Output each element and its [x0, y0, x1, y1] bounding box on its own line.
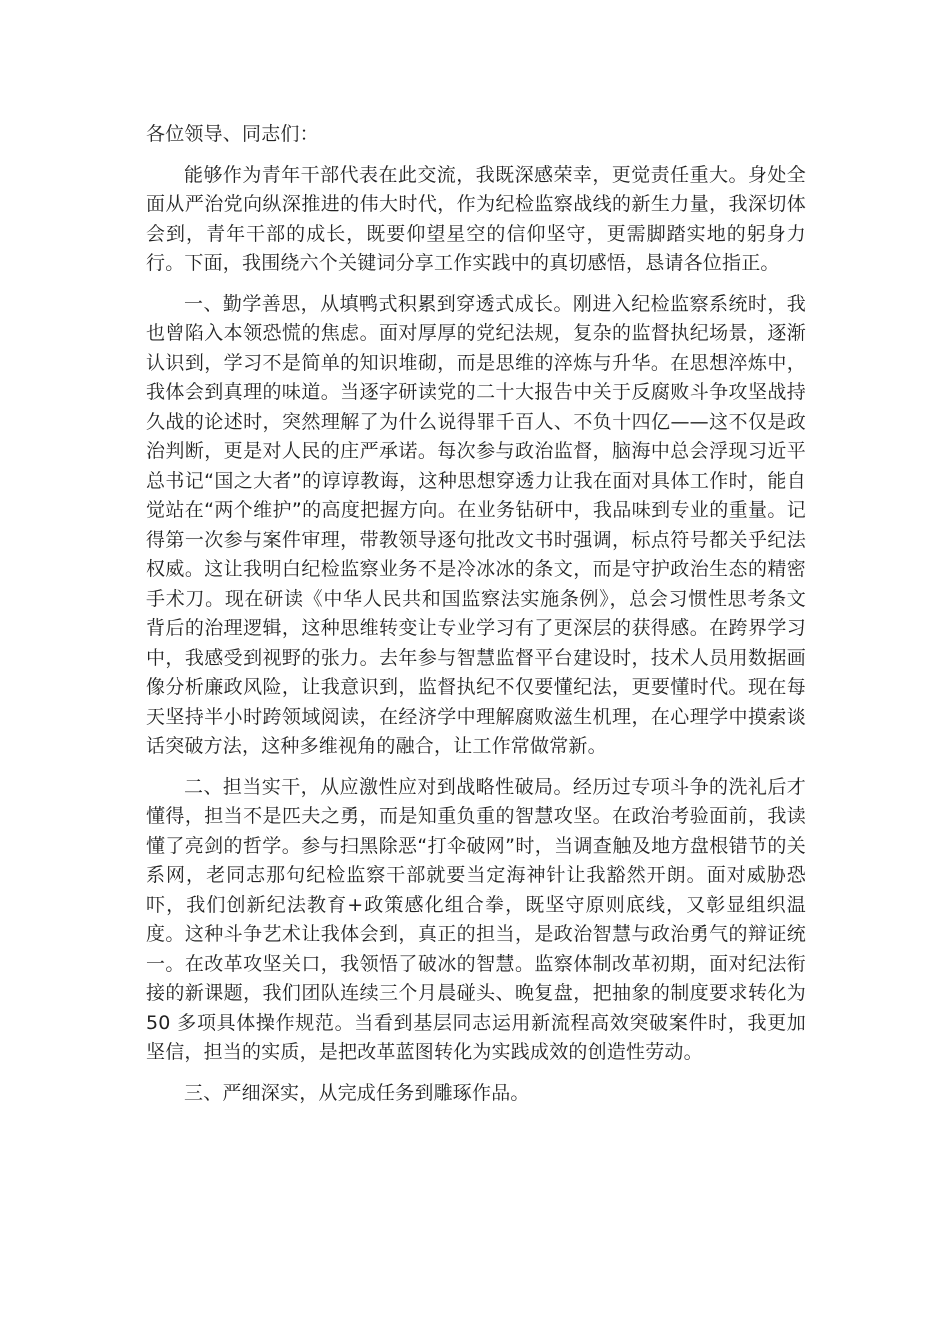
document-body [146, 120, 806, 1119]
greeting: 各位领导、同志们： [146, 123, 319, 145]
paragraph-section-1: 一、勤学善思，从填鸭式积累到穿透式成长。刚进入纪检监察系统时，我也曾陷入本领恐慌的焦虑。面对厚厚的党纪法规，复杂的监督执纪场景，逐渐认识到，学习不是简单的知识堆砌，而是思维的淬炼与升华。在思想淬炼中，我体会到真理的味道。当逐字研读党的二十大报告中关于反腐败斗争攻坚战持久战的论述时，突然理解了为什么说得罪千百人、不负十四亿——这不仅是政治判断，更是对人民的庄严承诺。每次参与政治监督，脑海中总会浮现习近平总书记“国之大者”的谆谆教诲，这种思想穿透力让我在面对具体工作时，能自觉站在“两个维护”的高度把握方向。在业务钻研中，我品味到专业的重量。记得第一次参与案件审理，带教领导逐句批改文书时强调，标点符号都关乎纪法权威。这让我明白纪检监察业务不是冷冰冰的条文，而是守护政治生态的精密手术刀。现在研读《中华人民共和国监察法实施条例》，总会习惯性思考条文背后的治理逻辑，这种思维转变让专业学习有了更深层的获得感。在跨界学习中，我感受到视野的张力。去年参与智慧监督平台建设时，技术人员用数据画像分析廉政风险，让我意识到，监督执纪不仅要懂纪法，更要懂时代。现在每天坚持半小时跨领域阅读，在经济学中理解腐败滋生机理，在心理学中摸索谈话突破方法，这种多维视角的融合，让工作常做常新。 [146, 292, 806, 757]
paragraph-intro: 能够作为青年干部代表在此交流，我既深感荣幸，更觉责任重大。身处全面从严治党向纵深推进的伟大时代，作为纪检监察战线的新生力量，我深切体会到，青年干部的成长，既要仰望星空的信仰坚守，更需脚踏实地的躬身力行。下面，我围绕六个关键词分享工作实践中的真切感悟，恳请各位指正。 [146, 163, 806, 274]
paragraph-section-2: 二、担当实干，从应激性应对到战略性破局。经历过专项斗争的洗礼后才懂得，担当不是匹夫之勇，而是知重负重的智慧攻坚。在政治考验面前，我读懂了亮剑的哲学。参与扫黑除恶“打伞破网”时，当调查触及地方盘根错节的关系网，老同志那句纪检监察干部就要当定海神针让我豁然开朗。面对威胁恐吓，我们创新纪法教育+政策感化组合拳，既坚守原则底线，又彰显组织温度。这种斗争艺术让我体会到，真正的担当，是政治智慧与政治勇气的辩证统一。在改革攻坚关口，我领悟了破冰的智慧。监察体制改革初期，面对纪法衔接的新课题，我们团队连续三个月晨碰头、晚复盘，把抽象的制度要求转化为 50 多项具体操作规范。当看到基层同志运用新流程高效突破案件时，我更加坚信，担当的实质，是把改革蓝图转化为实践成效的创造性劳动。 [146, 775, 806, 1063]
paragraph-section-3: 三、严细深实，从完成任务到雕琢作品。 [184, 1081, 530, 1104]
